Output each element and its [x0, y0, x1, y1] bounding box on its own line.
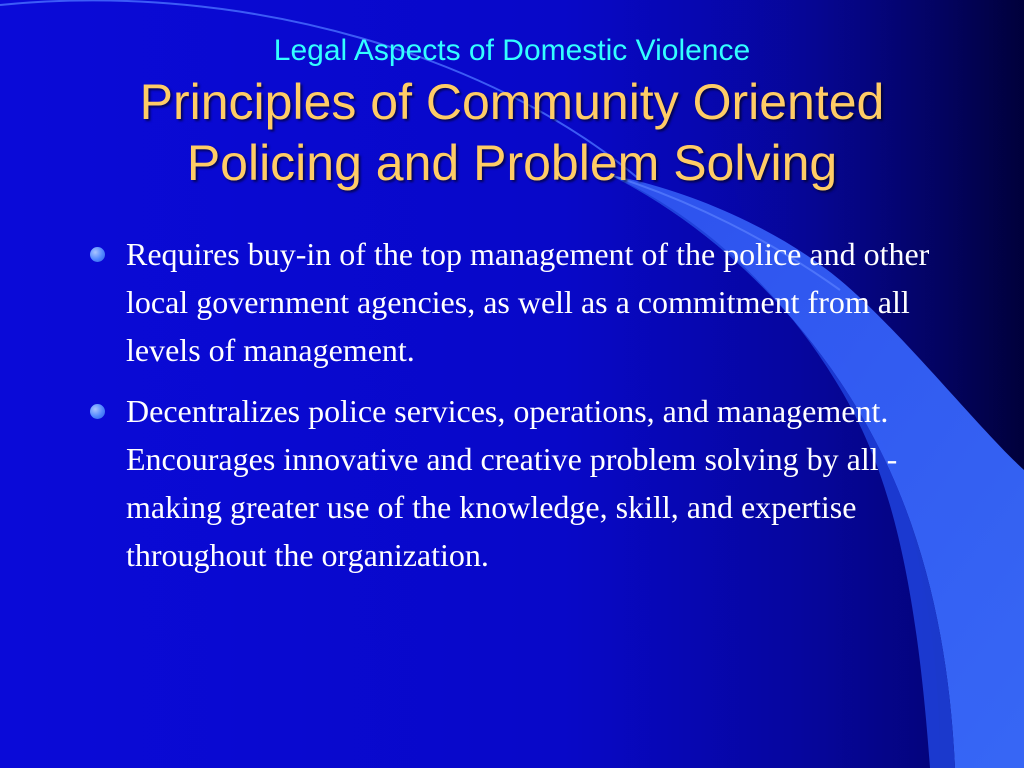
slide-subtitle: Legal Aspects of Domestic Violence: [273, 34, 751, 67]
slide-title: [60, 72, 964, 194]
bullet-text: Requires buy-in of the top management of the police and other local government agencies, as well as a commitment from all levels of management.: [126, 236, 930, 368]
bullet-item: [90, 230, 940, 374]
slide-title-line-2: Policing and Problem Solving: [186, 135, 838, 191]
slide-title-line-1: Principles of Community Oriented: [139, 74, 885, 130]
bullet-text: Decentralizes police services, operations, and management. Encourages innovative and creative problem solving by all - making greater use of the knowledge, skill, and expertise throughout the organization.: [126, 393, 898, 573]
bullet-dot-icon: [90, 404, 105, 419]
bullet-dot-icon: [90, 247, 105, 262]
bullet-list: [90, 230, 940, 592]
bullet-item: [90, 387, 940, 579]
